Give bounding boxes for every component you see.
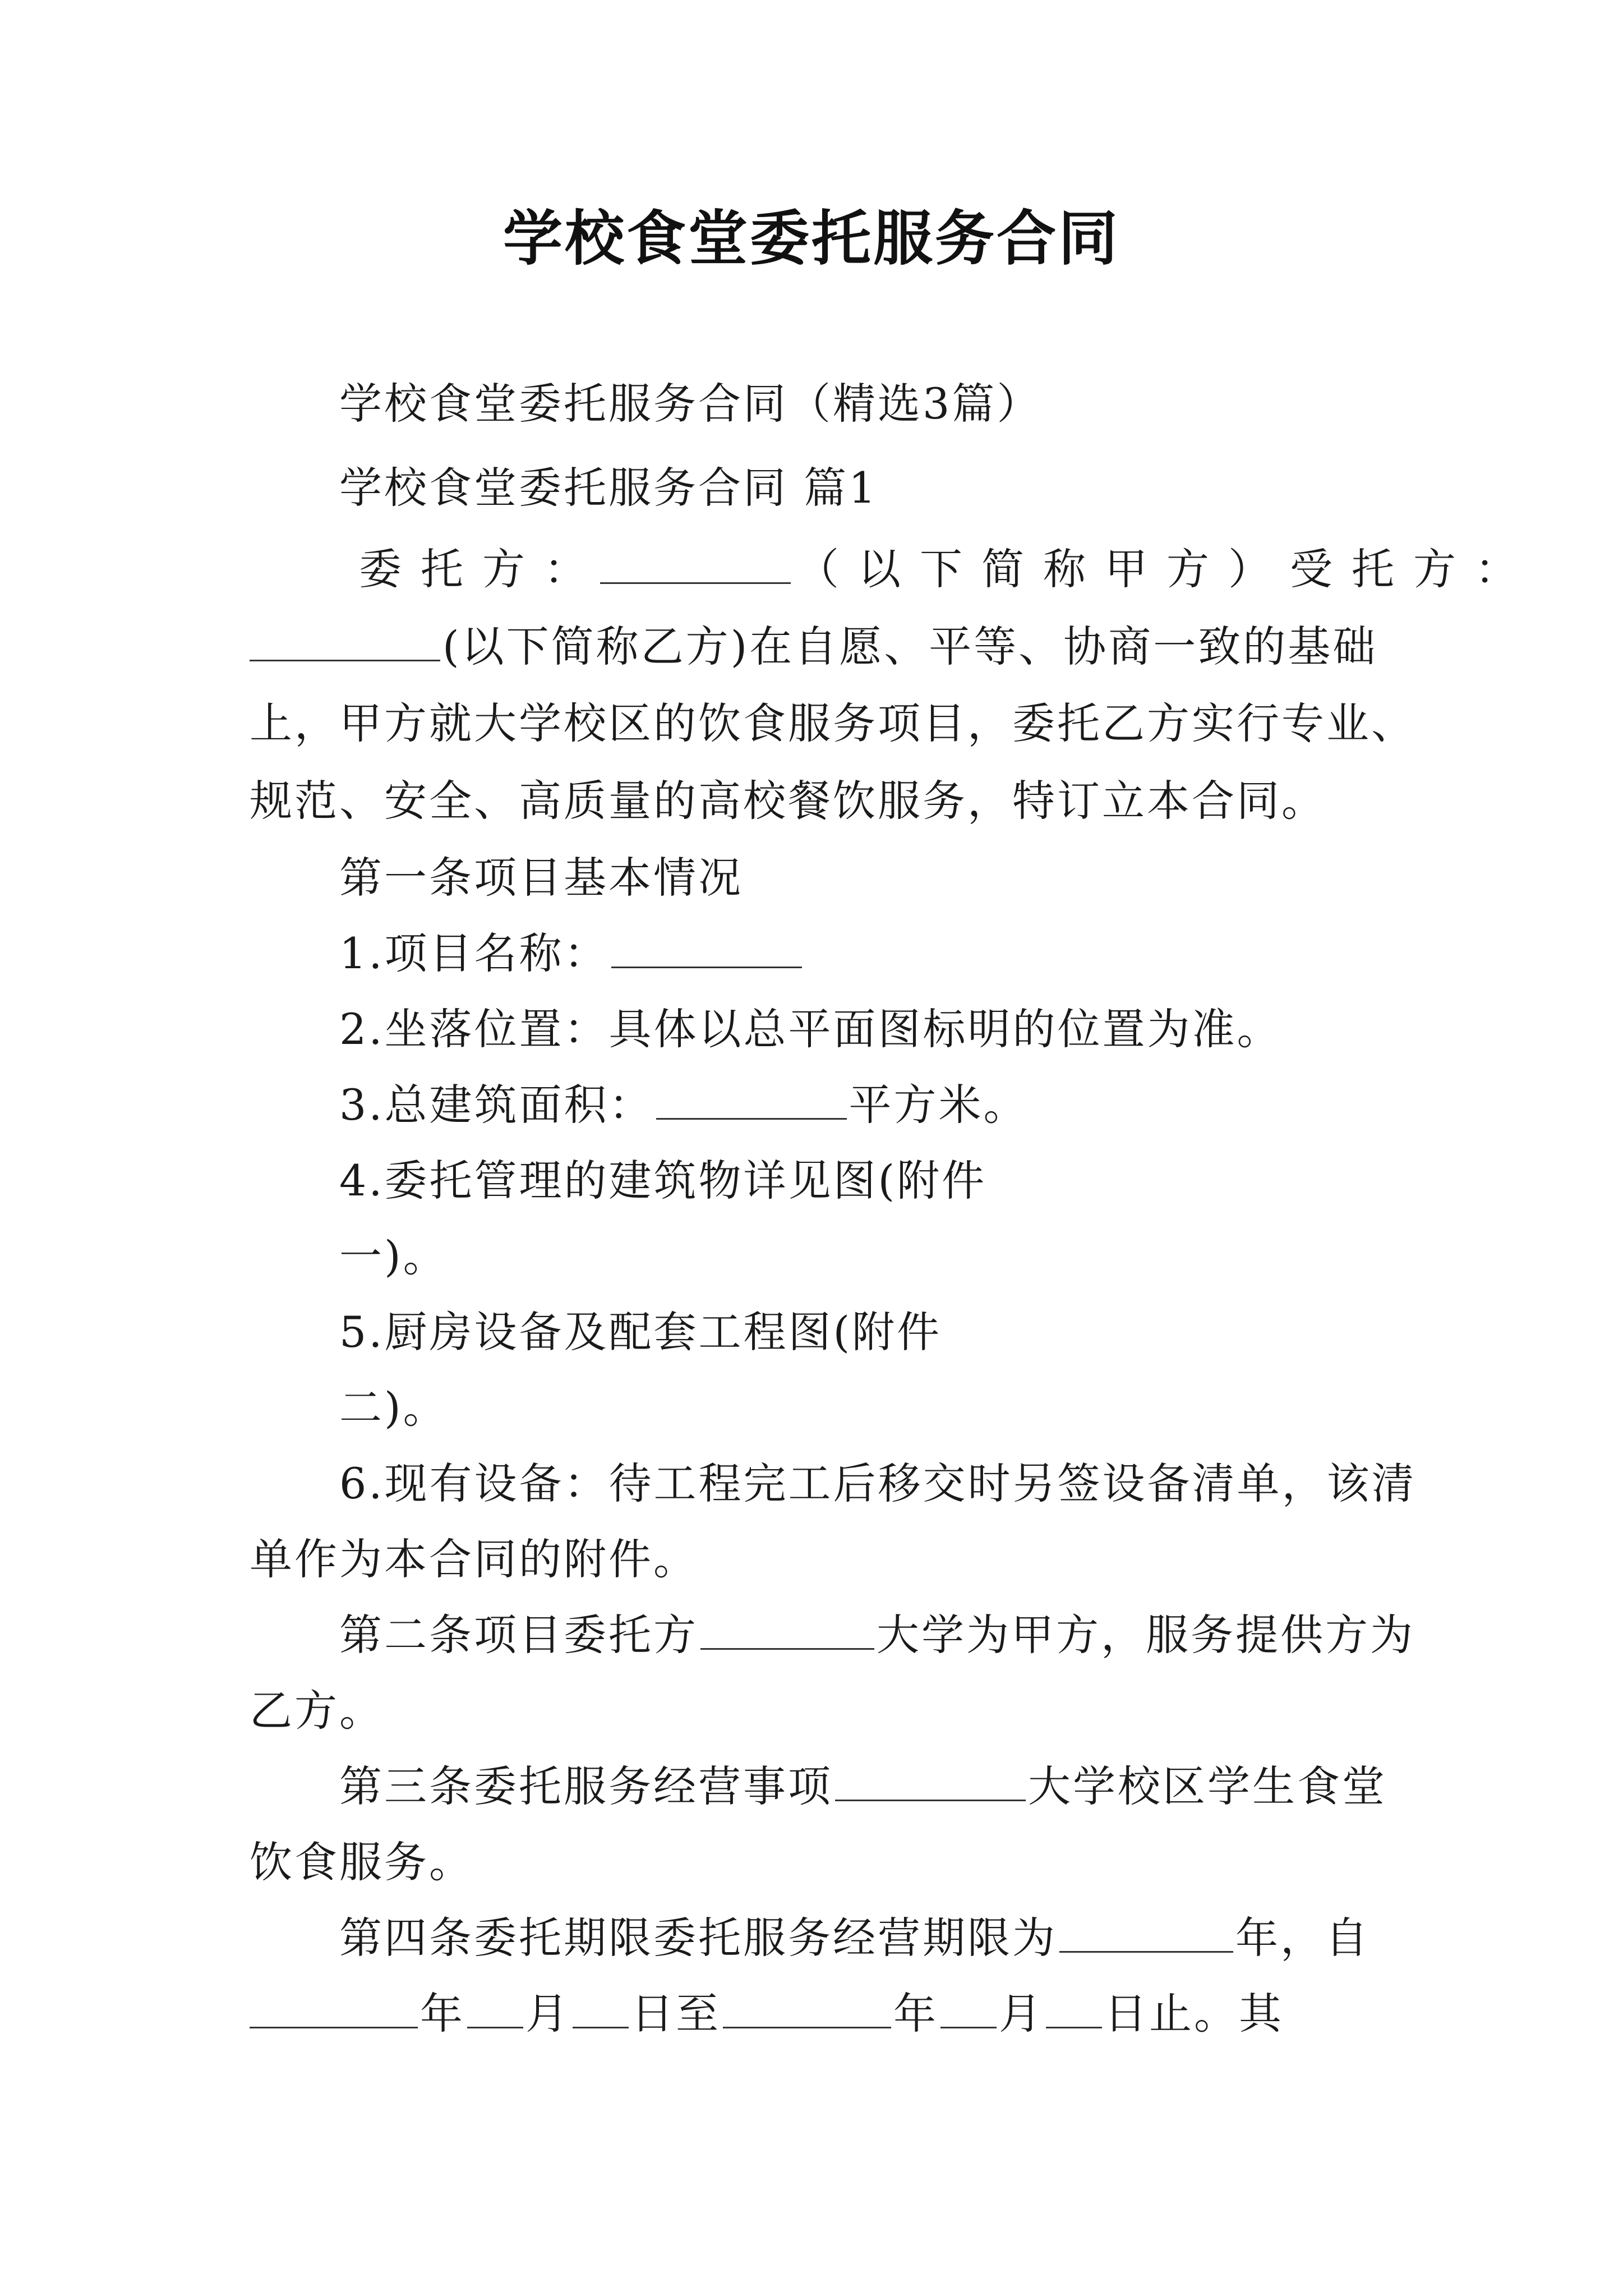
term-years-blank [1059, 1911, 1233, 1953]
article-line [339, 1607, 1415, 1663]
principal-alias: （以下简称甲方）受托方： [796, 544, 1537, 594]
date-range-line [250, 1986, 1399, 2042]
paragraph-line [250, 619, 1399, 675]
list-item [339, 1304, 1399, 1360]
date-unit: 年 [420, 1989, 465, 2039]
list-item [339, 926, 1399, 982]
principal-blank [600, 542, 791, 584]
list-item-text: 3.总建筑面积： [339, 1080, 654, 1130]
list-item [339, 1001, 1399, 1057]
paragraph-text: 上，甲方就大学校区的饮食服务项目，委托乙方实行专业、 [250, 698, 1416, 748]
list-item-text: 1.项目名称： [339, 928, 609, 978]
list-item [339, 1077, 1399, 1133]
list-item-text: 5.厨房设备及配套工程图(附件 [339, 1307, 942, 1357]
subtitle-text: 学校食堂委托服务合同（精选3篇） [339, 379, 1042, 429]
document-title: 学校食堂委托服务合同 [503, 203, 1120, 273]
university-blank [700, 1608, 874, 1650]
end-day-blank [1046, 1986, 1102, 2028]
list-item-text: 平方米。 [849, 1080, 1029, 1130]
list-item-text: 一)。 [339, 1231, 448, 1281]
end-month-blank [940, 1986, 997, 2028]
article-text: 年，自 [1235, 1913, 1370, 1963]
paragraph-text: (以下简称乙方)在自愿、平等、协商一致的基础 [442, 622, 1378, 671]
agent-blank [250, 619, 440, 661]
date-unit: 月 [525, 1989, 570, 2039]
start-year-blank [250, 1986, 418, 2028]
principal-label: 委托方： [359, 544, 606, 594]
area-blank [656, 1078, 847, 1120]
paragraph-line [250, 696, 1416, 752]
party-line [359, 541, 1537, 597]
list-item [339, 1153, 1399, 1209]
paragraph-line [250, 1531, 1399, 1588]
article-heading-text: 第一条项目基本情况 [339, 853, 743, 903]
paragraph-text: 单作为本合同的附件。 [250, 1534, 698, 1584]
article-line [339, 1759, 1399, 1815]
article-text: 第四条委托期限委托服务经营期限为 [339, 1913, 1057, 1963]
paragraph-line [250, 773, 1399, 829]
list-item-text: 2.坐落位置：具体以总平面图标明的位置为准。 [339, 1004, 1282, 1054]
paragraph-line [250, 1683, 1399, 1739]
list-item-text: 4.委托管理的建筑物详见图(附件 [339, 1156, 987, 1205]
section-heading-text: 学校食堂委托服务合同 篇1 [339, 463, 878, 513]
list-item [339, 1380, 1399, 1436]
article-heading [339, 850, 1399, 906]
project-name-blank [611, 926, 802, 968]
date-unit: 日至 [631, 1989, 721, 2039]
list-item [339, 1228, 1399, 1285]
date-unit: 日止。其 [1104, 1989, 1284, 2039]
campus-blank [835, 1759, 1026, 1801]
subtitle-line [339, 376, 1399, 432]
paragraph-text: 饮食服务。 [250, 1837, 474, 1887]
list-item-text: 6.现有设备：待工程完工后移交时另签设备清单，该清 [339, 1458, 1417, 1508]
list-item-text: 二)。 [339, 1383, 448, 1433]
article-text: 第三条委托服务经营事项 [339, 1761, 833, 1811]
section-heading-line [339, 460, 1399, 516]
date-unit: 月 [999, 1989, 1044, 2039]
article-text: 大学校区学生食堂 [1028, 1761, 1387, 1811]
start-month-blank [467, 1986, 523, 2028]
end-year-blank [723, 1986, 891, 2028]
article-text: 第二条项目委托方 [339, 1610, 698, 1660]
paragraph-text: 规范、安全、高质量的高校餐饮服务，特订立本合同。 [250, 776, 1326, 826]
list-item [339, 1456, 1417, 1512]
article-text: 大学为甲方，服务提供方为 [877, 1610, 1415, 1660]
start-day-blank [573, 1986, 629, 2028]
paragraph-line [250, 1834, 1399, 1890]
paragraph-text: 乙方。 [250, 1686, 384, 1736]
article-line [339, 1910, 1399, 1966]
date-unit: 年 [893, 1989, 938, 2039]
